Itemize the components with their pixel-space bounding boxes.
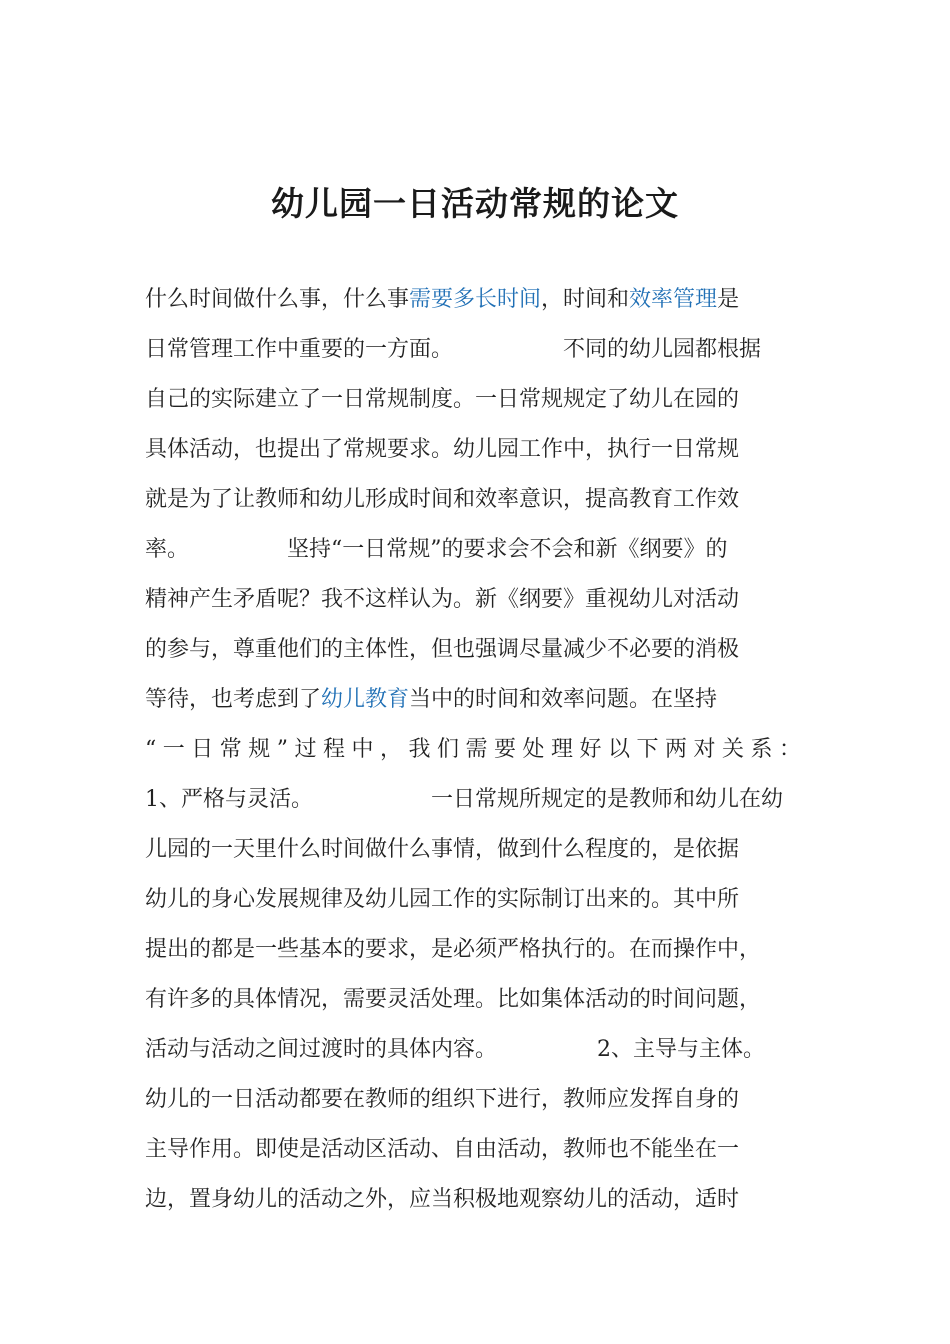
text-line (145, 978, 825, 1028)
text-line (145, 578, 825, 628)
text-run: 率。 (145, 537, 190, 562)
text-run: 提出的都是一些基本的要求，是必须严格执行的。在而操作中， (145, 937, 762, 962)
text-line (145, 1078, 825, 1128)
text-run: 儿园的一天里什么时间做什么事情，做到什么程度的，是依据 (145, 837, 740, 862)
text-run: 2、主导与主体。 (597, 1037, 766, 1062)
inline-link[interactable]: 需要多长时间 (409, 287, 542, 312)
text-run: 活动与活动之间过渡时的具体内容。 (145, 1037, 498, 1062)
text-run: 当中的时间和效率问题。在坚持 (409, 687, 718, 712)
text-run: 具体活动，也提出了常规要求。幼儿园工作中，执行一日常规 (145, 437, 740, 462)
document-body (145, 278, 825, 1228)
text-line (145, 528, 825, 578)
text-line (145, 478, 825, 528)
text-line (145, 1178, 825, 1228)
text-run: 不同的幼儿园都根据 (563, 337, 762, 362)
text-run: 等待，也考虑到了 (145, 687, 322, 712)
text-line (145, 878, 825, 928)
text-line (145, 778, 825, 828)
inline-link[interactable]: 幼儿教育 (321, 687, 410, 712)
text-line (145, 928, 825, 978)
text-run: 主导作用。即使是活动区活动、自由活动，教师也不能坐在一 (145, 1137, 740, 1162)
text-line (145, 278, 825, 328)
text-line (145, 1028, 825, 1078)
text-run: 幼儿的身心发展规律及幼儿园工作的实际制订出来的。其中所 (145, 887, 740, 912)
text-run: 自己的实际建立了一日常规制度。一日常规规定了幼儿在园的 (145, 387, 740, 412)
inline-link[interactable]: 效率管理 (629, 287, 718, 312)
text-run: 日常管理工作中重要的一方面。 (145, 337, 454, 362)
text-line (145, 628, 825, 678)
text-line (145, 828, 825, 878)
text-run: 1、严格与灵活。 (145, 787, 313, 812)
document-title: 幼儿园一日活动常规的论文 (271, 184, 679, 223)
text-run: 坚持“一日常规”的要求会不会和新《纲要》的 (287, 537, 728, 562)
text-run: “一日常规”过程中，我们需要处理好以下两对关系： (145, 737, 808, 762)
text-run: 幼儿的一日活动都要在教师的组织下进行，教师应发挥自身的 (145, 1087, 740, 1112)
text-run: 有许多的具体情况，需要灵活处理。比如集体活动的时间问题， (145, 987, 762, 1012)
text-run: 边，置身幼儿的活动之外，应当积极地观察幼儿的活动，适时 (145, 1187, 740, 1212)
text-run: 精神产生矛盾呢？我不这样认为。新《纲要》重视幼儿对活动 (145, 587, 740, 612)
text-run: ，时间和 (541, 287, 630, 312)
text-line (145, 1128, 825, 1178)
text-run: 是 (717, 287, 740, 312)
text-line (145, 728, 825, 778)
text-run: 什么时间做什么事，什么事 (145, 287, 410, 312)
text-line (145, 678, 825, 728)
text-line (145, 328, 825, 378)
text-line (145, 378, 825, 428)
text-run: 就是为了让教师和幼儿形成时间和效率意识，提高教育工作效 (145, 487, 740, 512)
text-run: 一日常规所规定的是教师和幼儿在幼 (431, 787, 784, 812)
text-line (145, 428, 825, 478)
text-run: 的参与，尊重他们的主体性，但也强调尽量减少不必要的消极 (145, 637, 740, 662)
